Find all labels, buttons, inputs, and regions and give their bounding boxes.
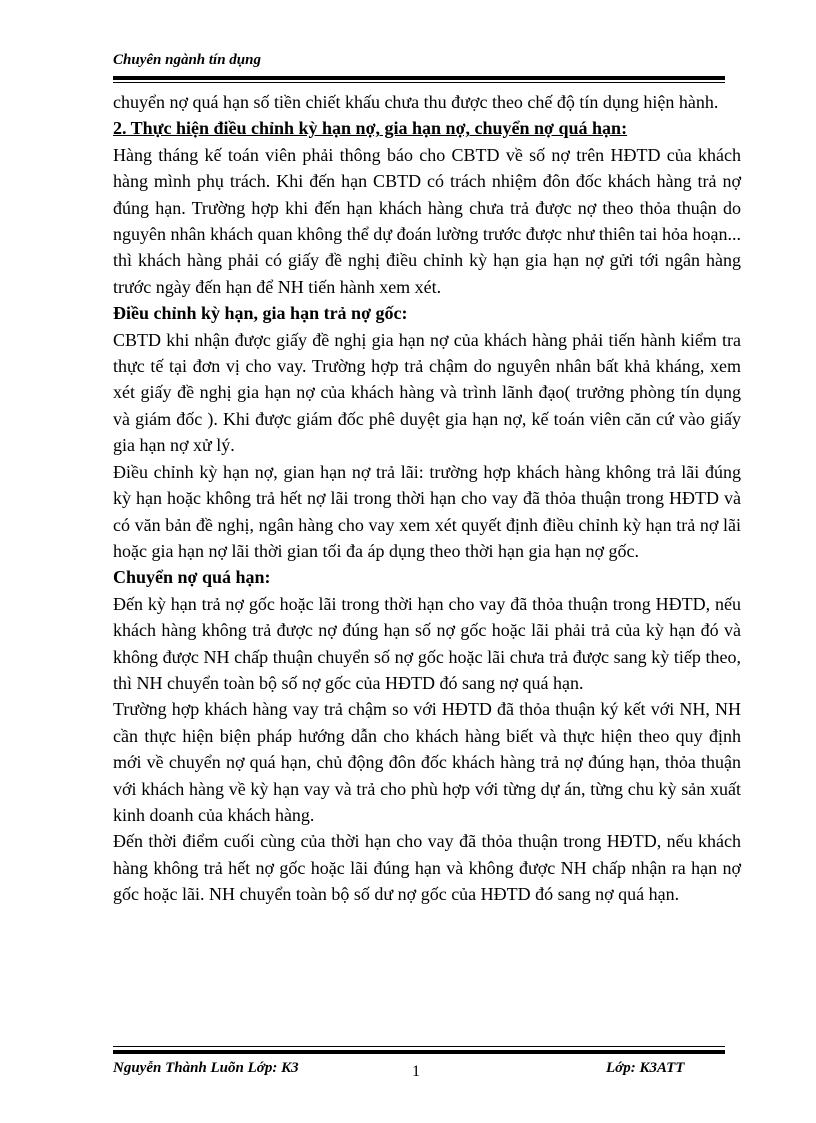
document-body [113,89,741,908]
paragraph: Điều chỉnh kỳ hạn nợ, gian hạn nợ trả lãi: trường hợp khách hàng không trả lãi đúng kỳ hạn hoặc không trả hết nợ lãi trong thời hạn cho vay đã thỏa thuận trong HĐTD và có văn bản đề nghị, ngân hàng cho vay xem xét quyết định điều chỉnh kỳ hạn trả nợ lãi hoặc gia hạn nợ lãi thời gian tối đa áp dụng theo thời hạn gia hạn nợ gốc. [113,461,741,561]
footer-rule-thin [113,1046,725,1047]
footer-rule-thick [113,1050,725,1054]
page-number: 1 [412,1063,420,1080]
subsection-heading: Điều chỉnh kỳ hạn, gia hạn trả nợ gốc: [113,303,408,324]
section-heading: 2. Thực hiện điều chỉnh kỳ hạn nợ, gia hạn nợ, chuyển nợ quá hạn: [113,118,628,139]
footer-author: Nguyễn Thành Luõn Lớp: K3 [113,1060,299,1076]
paragraph: Đến kỳ hạn trả nợ gốc hoặc lãi trong thời hạn cho vay đã thỏa thuận trong HĐTD, nếu khách hàng không trả được nợ đúng hạn số nợ gốc hoặc lãi phải trả của kỳ hạn đó và không được NH chấp thuận chuyển số nợ gốc hoặc lãi chưa trả được sang kỳ tiếp theo, thì NH chuyển toàn bộ số nợ gốc của HĐTD đó sang nợ quá hạn. [113,593,741,693]
header-rule-thick [113,76,725,80]
paragraph: chuyển nợ quá hạn số tiền chiết khấu chưa thu được theo chế độ tín dụng hiện hành. [113,92,719,112]
header-rule-thin [113,82,725,83]
subsection-heading: Chuyển nợ quá hạn: [113,567,271,588]
paragraph: Hàng tháng kế toán viên phải thông báo cho CBTD về số nợ trên HĐTD của khách hàng mình phụ trách. Khi đến hạn CBTD có trách nhiệm đôn đốc khách hàng trả nợ đúng hạn. Trường hợp khi đến hạn khách hàng chưa trả được nợ theo thỏa thuận do nguyên nhân khách quan không thể dự đoán lường trước được như thiên tai hỏa hoạn... thì khách hàng phải có giấy đề nghị điều chỉnh kỳ hạn gia hạn nợ gửi tới ngân hàng trước ngày đến hạn để NH tiến hành xem xét. [113,144,741,297]
paragraph: Trường hợp khách hàng vay trả chậm so với HĐTD đã thỏa thuận ký kết với NH, NH cần thực hiện biện pháp hướng dẫn cho khách hàng biết và thực hiện theo quy định mới về chuyển nợ quá hạn, chủ động đôn đốc khách hàng trả nợ đúng hạn, thỏa thuận với khách hàng về kỳ hạn vay và trả cho phù hợp với từng dự án, từng chu kỳ sản xuất kinh doanh của khách hàng. [113,699,741,825]
footer-class: Lớp: K3ATT [606,1060,685,1076]
paragraph: CBTD khi nhận được giấy đề nghị gia hạn nợ của khách hàng phải tiến hành kiểm tra thực tế tại đơn vị cho vay. Trường hợp trả chậm do nguyên nhân bất khả kháng, xem xét giấy đề nghị gia hạn nợ của khách hàng và trình lãnh đạo( trưởng phòng tín dụng và giám đốc ). Khi được giám đốc phê duyệt gia hạn nợ, kế toán viên căn cứ vào giấy gia hạn nợ xử lý. [113,329,741,456]
header-title: Chuyên ngành tín dụng [113,52,261,68]
paragraph: Đến thời điểm cuối cùng của thời hạn cho vay đã thỏa thuận trong HĐTD, nếu khách hàng không trả hết nợ gốc hoặc lãi đúng hạn và không được NH chấp nhận ra hạn nợ gốc hoặc lãi. NH chuyển toàn bộ số dư nợ gốc của HĐTD đó sang nợ quá hạn. [113,831,741,905]
